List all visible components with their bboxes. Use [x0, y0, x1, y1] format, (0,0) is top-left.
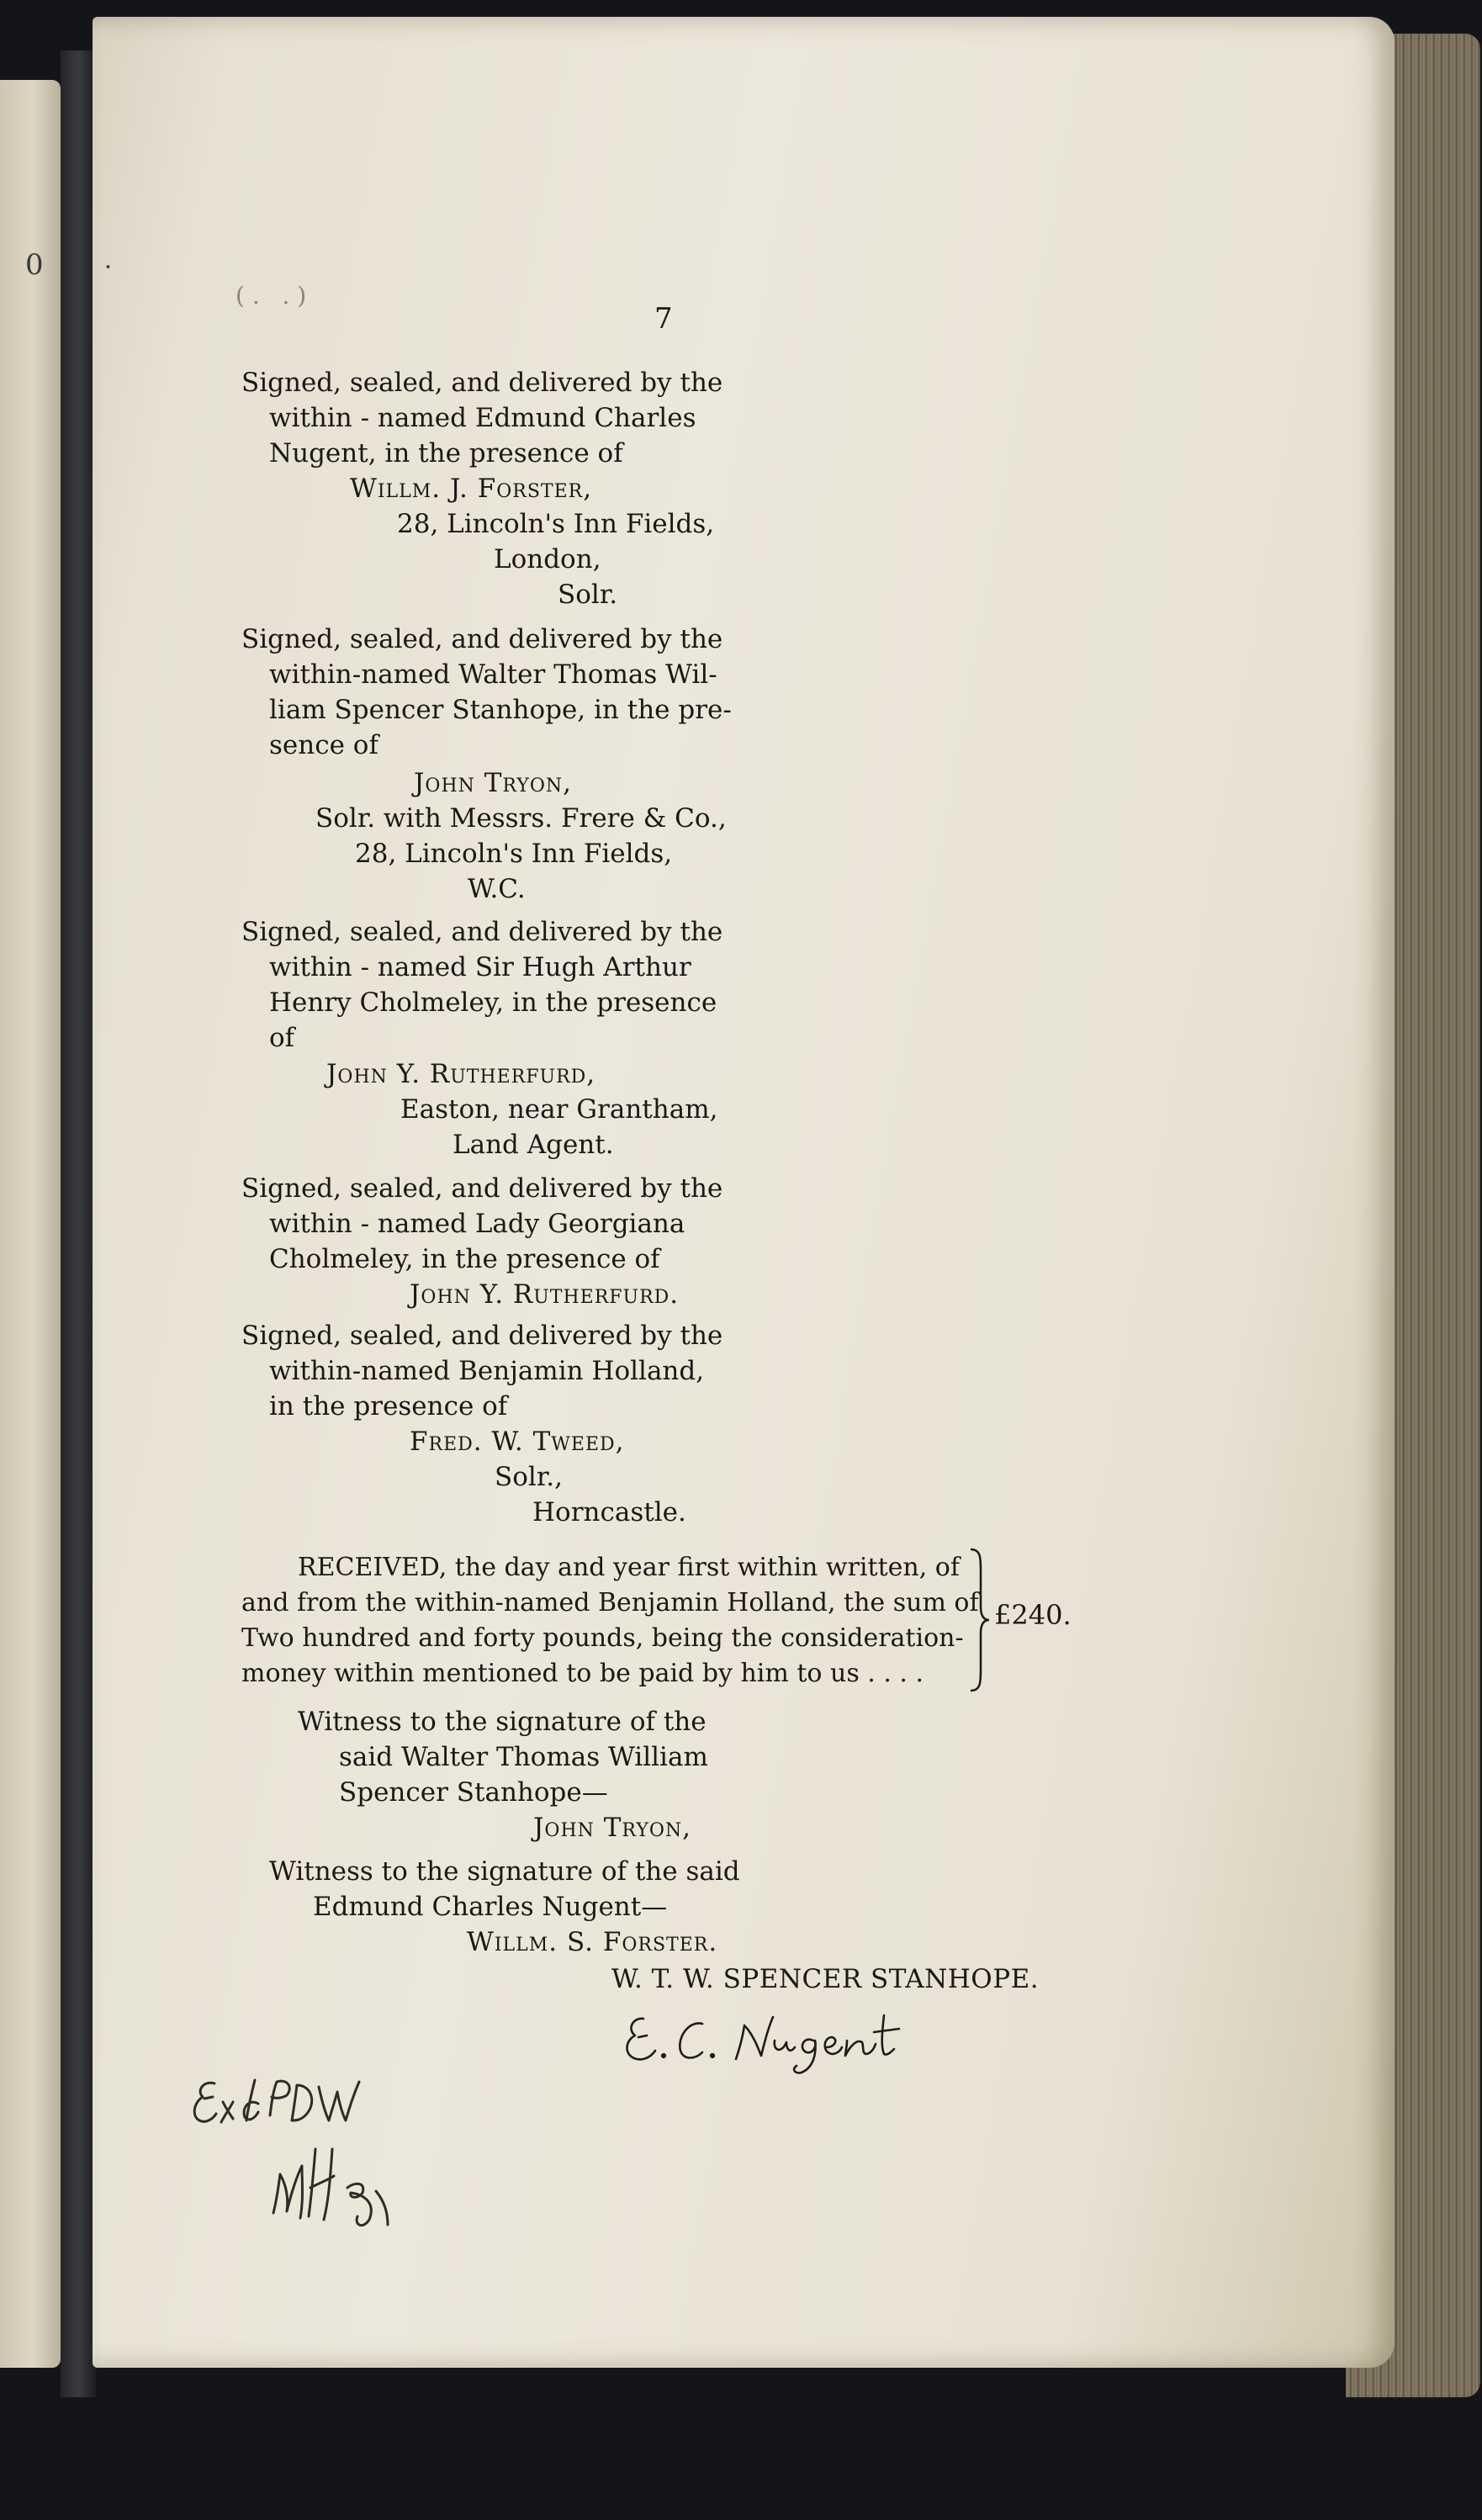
attestation-4-witness-name: John Y. Rutherfurd. — [410, 1279, 680, 1310]
receipt-line: RECEIVED, the day and year first within written, of — [298, 1553, 960, 1582]
receipt-witness-1-line: said Walter Thomas William — [339, 1742, 708, 1772]
attestation-5-witness-name: Fred. W. Tweed, — [410, 1427, 625, 1457]
attestation-1-witness-address: Solr. — [558, 580, 618, 610]
receipt-line: and from the within-named Benjamin Holland, the sum of — [241, 1588, 979, 1617]
attestation-4-line: Signed, sealed, and delivered by the — [241, 1173, 723, 1204]
attestation-2-line: sence of — [269, 730, 378, 760]
attestation-1-line: Signed, sealed, and delivered by the — [241, 368, 723, 398]
attestation-5-line: in the presence of — [269, 1391, 508, 1421]
left-page-edge — [0, 80, 61, 2368]
attestation-3-line: Signed, sealed, and delivered by the — [241, 917, 723, 947]
attestation-2-witness-address: Solr. with Messrs. Frere & Co., — [315, 803, 727, 834]
attestation-5-line: within-named Benjamin Holland, — [269, 1356, 705, 1386]
receipt-witness-2-line: Edmund Charles Nugent— — [313, 1892, 668, 1922]
attestation-2-witness-address: W.C. — [468, 874, 526, 904]
attestation-4-line: within - named Lady Georgiana — [269, 1209, 685, 1239]
margin-mark: 0 — [25, 248, 44, 282]
attestation-3-witness-address: Easton, near Grantham, — [400, 1094, 718, 1125]
attestation-3-witness-name: John Y. Rutherfurd, — [326, 1059, 596, 1089]
attestation-5-line: Signed, sealed, and delivered by the — [241, 1321, 723, 1351]
pencil-annotation — [189, 2065, 425, 2233]
margin-mark: ˙ — [101, 261, 115, 294]
faint-bracket-mark: ( . . ) — [236, 282, 307, 310]
attestation-1-witness-address: 28, Lincoln's Inn Fields, — [397, 509, 715, 539]
typed-signature: W. T. W. SPENCER STANHOPE. — [611, 1964, 1040, 1994]
attestation-3-witness-address: Land Agent. — [453, 1130, 614, 1160]
receipt-line: Two hundred and forty pounds, being the consideration- — [241, 1623, 964, 1653]
receipt-witness-2-name: Willm. S. Forster. — [467, 1927, 718, 1957]
attestation-2-witness-name: John Tryon, — [414, 768, 572, 798]
attestation-3-line: Henry Cholmeley, in the presence — [269, 987, 717, 1018]
attestation-1-witness-name: Willm. J. Forster, — [350, 474, 593, 504]
attestation-3-line: within - named Sir Hugh Arthur — [269, 952, 691, 982]
receipt-witness-1-line: Witness to the signature of the — [298, 1707, 707, 1737]
book-gutter — [61, 50, 96, 2397]
handwritten-signature — [618, 2000, 921, 2076]
attestation-2-line: liam Spencer Stanhope, in the pre- — [269, 695, 732, 725]
receipt-amount: £240. — [994, 1599, 1072, 1631]
attestation-2-witness-address: 28, Lincoln's Inn Fields, — [355, 839, 673, 869]
receipt-witness-1-line: Spencer Stanhope— — [339, 1777, 608, 1808]
attestation-3-line: of — [269, 1023, 295, 1053]
attestation-2-line: Signed, sealed, and delivered by the — [241, 624, 723, 654]
attestation-4-line: Cholmeley, in the presence of — [269, 1244, 660, 1274]
receipt-line: money within mentioned to be paid by him to us . . . . — [241, 1659, 924, 1688]
attestation-5-witness-address: Solr., — [495, 1462, 563, 1492]
page-number: 7 — [654, 302, 673, 336]
attestation-1-line: Nugent, in the presence of — [269, 438, 623, 469]
attestation-1-line: within - named Edmund Charles — [269, 403, 696, 433]
attestation-2-line: within-named Walter Thomas Wil- — [269, 659, 717, 690]
curly-brace — [967, 1546, 992, 1694]
attestation-5-witness-address: Horncastle. — [532, 1497, 686, 1527]
receipt-witness-1-name: John Tryon, — [533, 1813, 691, 1843]
attestation-1-witness-address: London, — [494, 544, 601, 574]
receipt-witness-2-line: Witness to the signature of the said — [269, 1856, 740, 1887]
